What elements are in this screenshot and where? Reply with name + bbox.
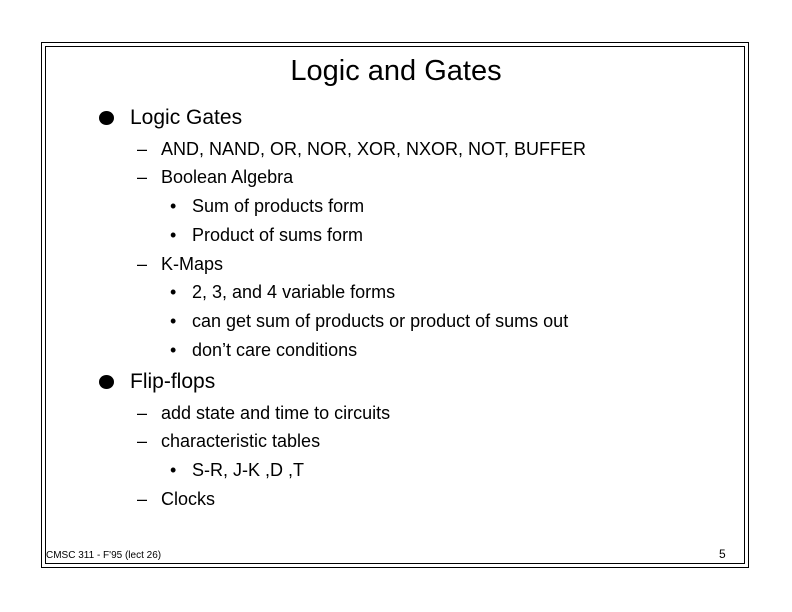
subitem-state-and-time [137, 402, 391, 424]
course-footer: CMSC 311 - F'95 (lect 26) [46, 550, 162, 561]
subitem-characteristic-tables [137, 430, 321, 452]
dot-bullet-icon: • [170, 311, 177, 331]
filled-circle-bullet-icon [99, 111, 114, 125]
subsubitem-text: 2, 3, and 4 variable forms [192, 282, 396, 302]
subsubitem-sop-or-pos [170, 310, 569, 332]
subitem-text: Clocks [161, 489, 216, 509]
page-number: 5 [719, 547, 726, 561]
filled-circle-bullet-icon [99, 375, 114, 389]
bullet-text: Logic Gates [130, 106, 243, 129]
subitem-k-maps [137, 253, 224, 275]
subitem-text: Boolean Algebra [161, 167, 294, 187]
subitem-text: AND, NAND, OR, NOR, XOR, NXOR, NOT, BUFFER [161, 139, 587, 159]
bullet-flip-flops [130, 369, 215, 395]
dot-bullet-icon: • [170, 340, 177, 360]
slide-title: Logic and Gates [290, 55, 502, 87]
dash-bullet-icon: – [137, 254, 148, 274]
dash-bullet-icon: – [137, 403, 148, 423]
bullet-logic-gates [130, 105, 242, 131]
subsubitem-text: S-R, J-K ,D ,T [192, 460, 304, 480]
dash-bullet-icon: – [137, 431, 148, 451]
subitem-text: characteristic tables [161, 431, 321, 451]
dash-bullet-icon: – [137, 167, 148, 187]
subitem-clocks [137, 488, 216, 510]
subitem-text: add state and time to circuits [161, 403, 391, 423]
subsubitem-text: Product of sums form [192, 225, 364, 245]
dot-bullet-icon: • [170, 460, 177, 480]
subitem-boolean-algebra [137, 166, 294, 188]
dash-bullet-icon: – [137, 139, 148, 159]
dot-bullet-icon: • [170, 196, 177, 216]
subitem-gate-types [137, 138, 587, 160]
subsubitem-flipflop-types [170, 459, 304, 481]
subsubitem-text: Sum of products form [192, 196, 365, 216]
subsubitem-dont-care [170, 339, 358, 361]
subsubitem-text: don’t care conditions [192, 340, 358, 360]
dot-bullet-icon: • [170, 282, 177, 302]
dot-bullet-icon: • [170, 225, 177, 245]
subitem-text: K-Maps [161, 254, 224, 274]
subsubitem-variable-forms [170, 281, 396, 303]
bullet-text: Flip-flops [130, 370, 216, 393]
subsubitem-product-of-sums [170, 224, 364, 246]
dash-bullet-icon: – [137, 489, 148, 509]
subsubitem-text: can get sum of products or product of sums out [192, 311, 569, 331]
subsubitem-sum-of-products [170, 195, 365, 217]
